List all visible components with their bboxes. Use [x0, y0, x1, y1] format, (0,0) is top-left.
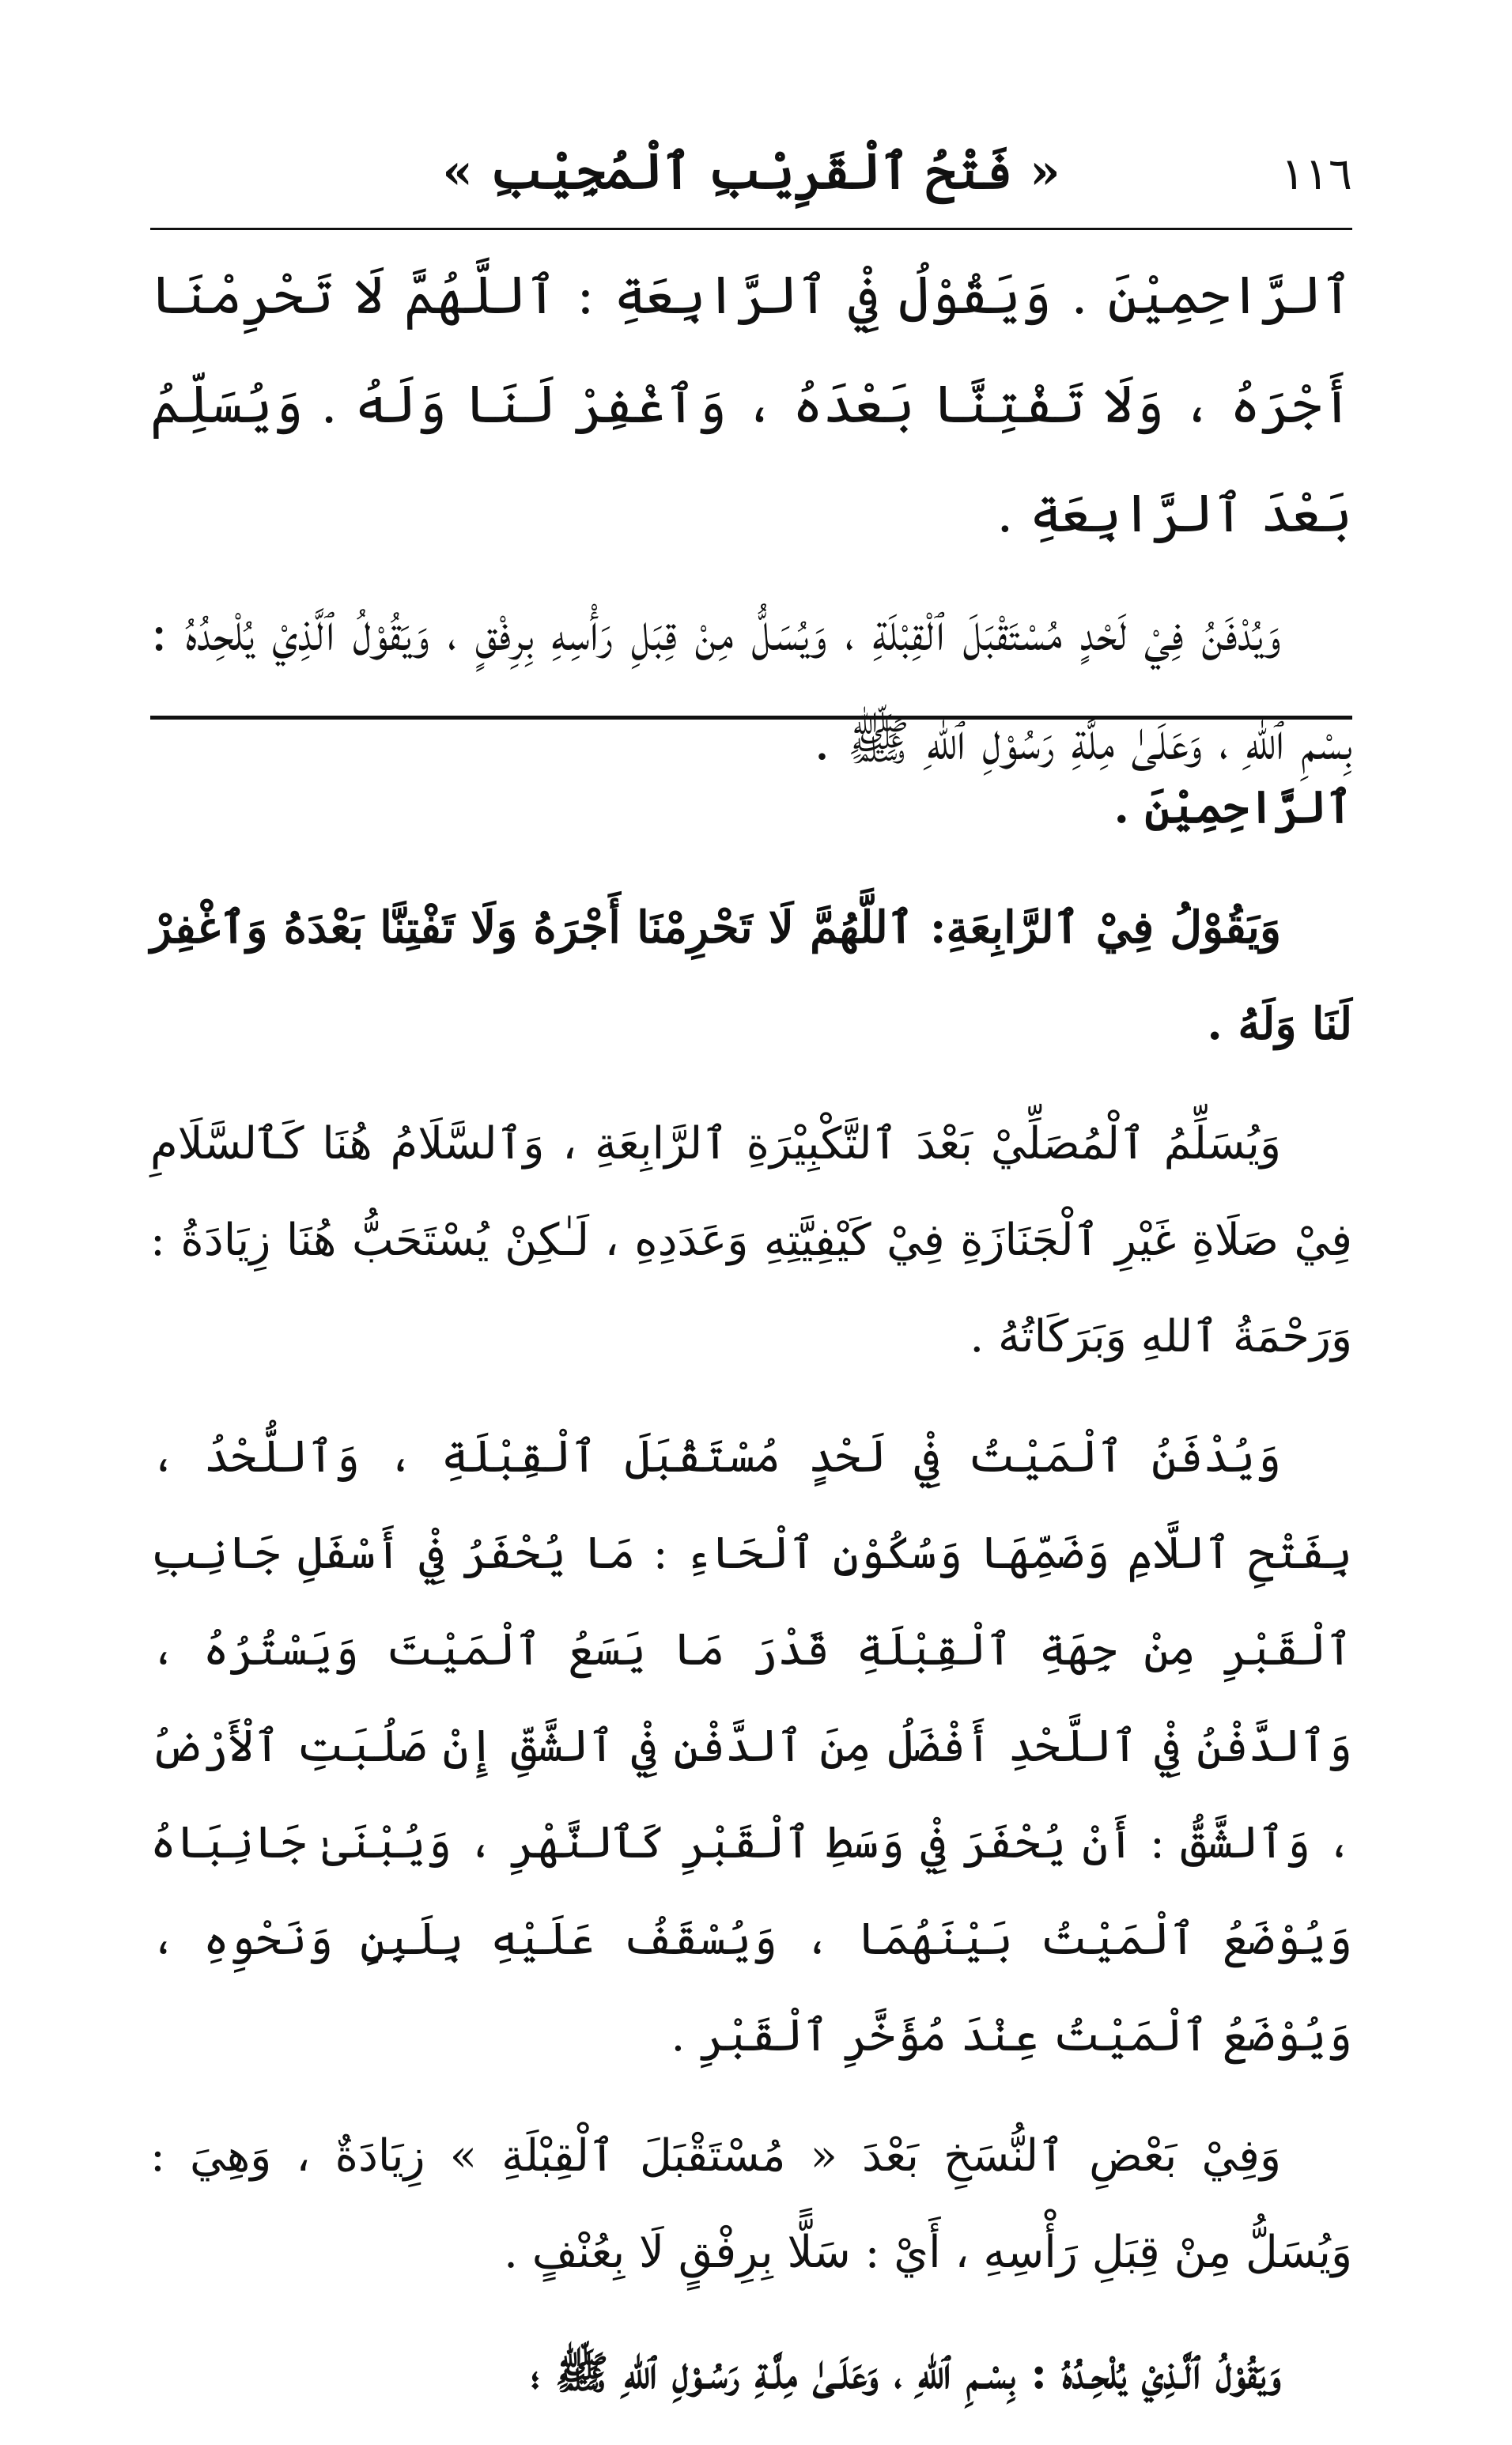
commentary-paragraph: وَيُدْفَنُ ٱلْمَيْتُ فِيْ لَحْدٍ مُسْتَقْبَلَ ٱلْقِبْلَةِ ، وَٱللُّحْدُ ، بِفَتْحِ ٱللَّامِ وَضَمِّهَا وَسُكُوْنِ ٱلْحَاءِ : مَا يُحْفَرُ فِيْ أَسْفَلِ جَانِبِ ٱلْقَبْرِ مِنْ جِهَةِ ٱلْقِبْلَةِ قَدْرَ مَا يَسَعُ ٱلْمَيْتَ وَيَسْتُرُهُ ، وَٱلدَّفْنُ فِيْ ٱللَّحْدِ أَفْضَلُ مِنَ ٱلدَّفْنِ فِيْ ٱلشَّقِّ إِنْ صَلُبَتِ ٱلْأَرْضُ ، وَٱلشَّقُّ : أَنْ يُحْفَرَ فِيْ وَسَطِ ٱلْقَبْرِ كَٱلنَّهْرِ ، وَيُبْنَىٰ جَانِبَاهُ وَيُوْضَعُ ٱلْمَيْتُ بَيْنَهُمَا ، وَيُسْقَفُ عَلَيْهِ بِلَبِنٍ وَنَحْوِهِ ، وَيُوْضَعُ ٱلْمَيْتُ عِنْدَ مُؤَخَّرِ ٱلْقَبْرِ .	[150, 1431, 1352, 2061]
matn-text-block	[150, 241, 1352, 796]
running-title: « فَتْحُ ٱلْقَرِيْبِ ٱلْمُجِيْبِ »	[442, 142, 1060, 200]
commentary-paragraph: ٱلرَّاحِمِيْنَ .	[1113, 781, 1352, 833]
commentary-paragraph: وَيَقُوْلُ فِيْ ٱلرَّابِعَةِ: ٱللَّهُمَّ لَا تَحْرِمْنَا أَجْرَهُ وَلَا تَفْتِنَّا بَعْدَهُ وَٱغْفِرْ لَنَا وَلَهُ .	[150, 901, 1352, 1050]
commentary-paragraph: وَيَقُوْلُ ٱلَّـذِيْ يُلْحِـدُهُ : بِسْـمِ ٱللهِ ، وَعَلَـىٰ مِلَّـةِ رَسُـوْلِ ٱللهِ ﷺ ؛	[531, 2347, 1281, 2399]
matn-paragraph: وَيُدْفَنُ فِيْ لَحْدٍ مُسْتَقْبَلَ ٱلْقِبْلَةِ ، وَيُسَلُّ مِنْ قِبَلِ رَأْسِهِ بِرِفْقٍ ، وَيَقُوْلُ ٱلَّذِيْ يُلْحِدُهُ : بِسْمِ ٱللهِ ، وَعَلَىٰ مِلَّةِ رَسُوْلِ ٱللهِ ﷺ .	[150, 602, 1352, 772]
page-header	[150, 134, 1352, 221]
header-rule	[150, 228, 1352, 230]
commentary-paragraph: وَفِيْ بَعْضِ ٱلنُّسَخِ بَعْدَ « مُسْتَقْبَلَ ٱلْقِبْلَةِ » زِيَادَةٌ ، وَهِيَ : وَيُسَلُّ مِنْ قِبَلِ رَأْسِهِ ، أَيْ : سَلًّا بِرِفْقٍ لَا بِعُنْفٍ .	[150, 2130, 1352, 2278]
matn-separator-rule	[150, 716, 1352, 720]
page-number: ١١٦	[1280, 149, 1352, 200]
commentary-paragraph: وَيُسَلِّمُ ٱلْمُصَلِّيْ بَعْدَ ٱلتَّكْبِيْرَةِ ٱلرَّابِعَةِ ، وَٱلسَّلَامُ هُنَا كَٱلسَّلَامِ فِيْ صَلَاةِ غَيْرِ ٱلْجَنَازَةِ فِيْ كَيْفِيَّتِهِ وَعَدَدِهِ ، لَـٰكِنْ يُسْتَحَبُّ هُنَا زِيَادَةُ : وَرَحْمَةُ ٱللهِ وَبَرَكَاتُهُ .	[150, 1118, 1352, 1362]
commentary-text-block	[150, 759, 1352, 2445]
matn-paragraph: ٱلرَّاحِمِيْنَ . وَيَقُوْلُ فِيْ ٱلرَّابِعَةِ : ٱللَّهُمَّ لَا تَحْرِمْنَا أَجْرَهُ ، وَلَا تَفْتِنَّا بَعْدَهُ ، وَٱغْفِرْ لَنَا وَلَهُ . وَيُسَلِّمُ بَعْدَ ٱلرَّابِعَةِ .	[150, 265, 1352, 544]
